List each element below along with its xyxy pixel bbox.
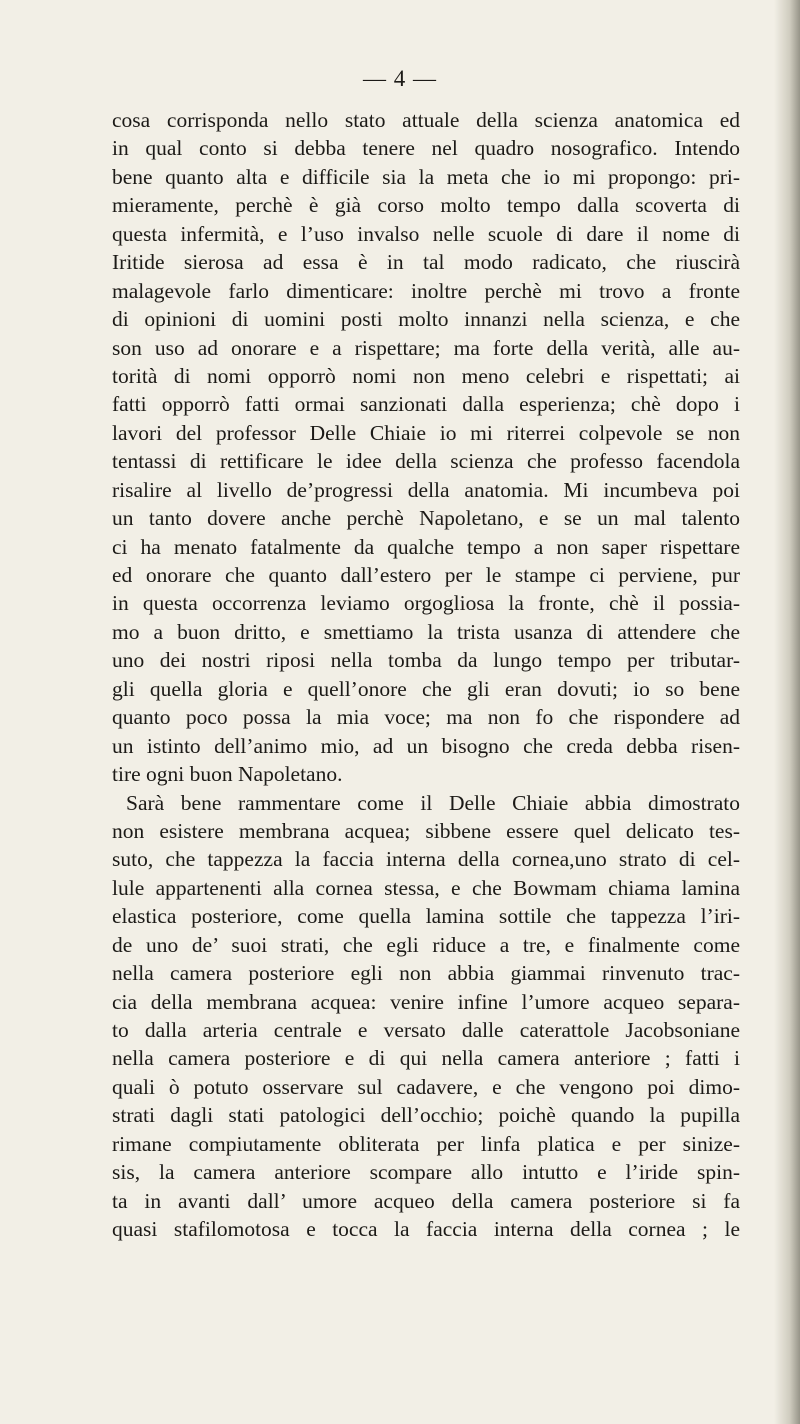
text-line: quasi stafilomotosa e tocca la faccia interna della cornea ; le [112, 1217, 740, 1242]
text-line: son uso ad onorare e a rispettare; ma forte della verità, alle au- [112, 335, 740, 360]
text-line: questa infermità, e l’uso invalso nelle scuole di dare il nome di [112, 221, 740, 246]
page-edge-shadow [774, 0, 800, 1424]
text-line: nella camera posteriore egli non abbia giammai rinvenuto trac- [112, 961, 740, 986]
text-line: rimane compiutamente obliterata per linfa platica e per sinize- [112, 1131, 740, 1156]
text-line: tentassi di rettificare le idee della scienza che professo facendola [112, 449, 740, 474]
text-line: quali ò potuto osservare sul cadavere, e che vengono poi dimo- [112, 1074, 740, 1099]
text-line: strati dagli stati patologici dell’occhio; poichè quando la pupilla [112, 1103, 740, 1128]
text-line: nella camera posteriore e di qui nella camera anteriore ; fatti i [112, 1046, 740, 1071]
text-line: tire ogni buon Napoletano. [112, 762, 343, 787]
text-line: un tanto dovere anche perchè Napoletano, e se un mal talento [112, 506, 740, 531]
text-line: de uno de’ suoi strati, che egli riduce a tre, e finalmente come [112, 932, 740, 957]
body-text [112, 106, 740, 1244]
text-line: mo a buon dritto, e smettiamo la trista usanza di attendere che [112, 619, 740, 644]
text-line: bene quanto alta e difficile sia la meta che io mi propongo: pri- [112, 164, 740, 189]
text-line: di opinioni di uomini posti molto innanzi nella scienza, e che [112, 307, 740, 332]
text-line: in questa occorrenza leviamo orgogliosa la fronte, chè il possia- [112, 591, 740, 616]
text-line: lule appartenenti alla cornea stessa, e che Bowmam chiama lamina [112, 875, 740, 900]
text-line: elastica posteriore, come quella lamina sottile che tappezza l’iri- [112, 904, 740, 929]
text-line: Sarà bene rammentare come il Delle Chiaie abbia dimostrato [126, 790, 740, 815]
text-line: non esistere membrana acquea; sibbene essere quel delicato tes- [112, 818, 740, 843]
text-line: ci ha menato fatalmente da qualche tempo a non saper rispettare [112, 534, 740, 559]
text-line: Iritide sierosa ad essa è in tal modo radicato, che riuscirà [112, 250, 740, 275]
text-line: in qual conto si debba tenere nel quadro nosografico. Intendo [112, 136, 740, 161]
text-line: uno dei nostri riposi nella tomba da lungo tempo per tributar- [112, 648, 740, 673]
text-line: cia della membrana acquea: venire infine l’umore acqueo separa- [112, 989, 740, 1014]
page-number: — 4 — [363, 66, 437, 91]
text-line: lavori del professor Delle Chiaie io mi riterrei colpevole se non [112, 420, 740, 445]
text-line: sis, la camera anteriore scompare allo intutto e l’iride spin- [112, 1160, 740, 1185]
text-line: cosa corrisponda nello stato attuale della scienza anatomica ed [112, 108, 740, 132]
text-line: un istinto dell’animo mio, ad un bisogno che creda debba risen- [112, 733, 740, 758]
text-line: ta in avanti dall’ umore acqueo della camera posteriore si fa [112, 1188, 740, 1213]
text-line: torità di nomi opporrò nomi non meno celebri e rispettati; ai [112, 363, 740, 388]
text-line: to dalla arteria centrale e versato dalle caterattole Jacobsoniane [112, 1018, 740, 1042]
text-line: fatti opporrò fatti ormai sanzionati dalla esperienza; chè dopo i [112, 392, 740, 417]
text-line: suto, che tappezza la faccia interna della cornea,uno strato di cel- [112, 847, 740, 872]
text-line: gli quella gloria e quell’onore che gli eran dovuti; io so bene [112, 676, 740, 701]
text-line: ed onorare che quanto dall’estero per le stampe ci perviene, pur [112, 563, 740, 587]
text-line: mieramente, perchè è già corso molto tempo dalla scoverta di [112, 193, 740, 218]
text-line: malagevole farlo dimenticare: inoltre perchè mi trovo a fronte [112, 278, 740, 303]
text-line: quanto poco possa la mia voce; ma non fo che rispondere ad [112, 705, 740, 730]
text-line: risalire al livello de’progressi della anatomia. Mi incumbeva poi [112, 477, 740, 502]
